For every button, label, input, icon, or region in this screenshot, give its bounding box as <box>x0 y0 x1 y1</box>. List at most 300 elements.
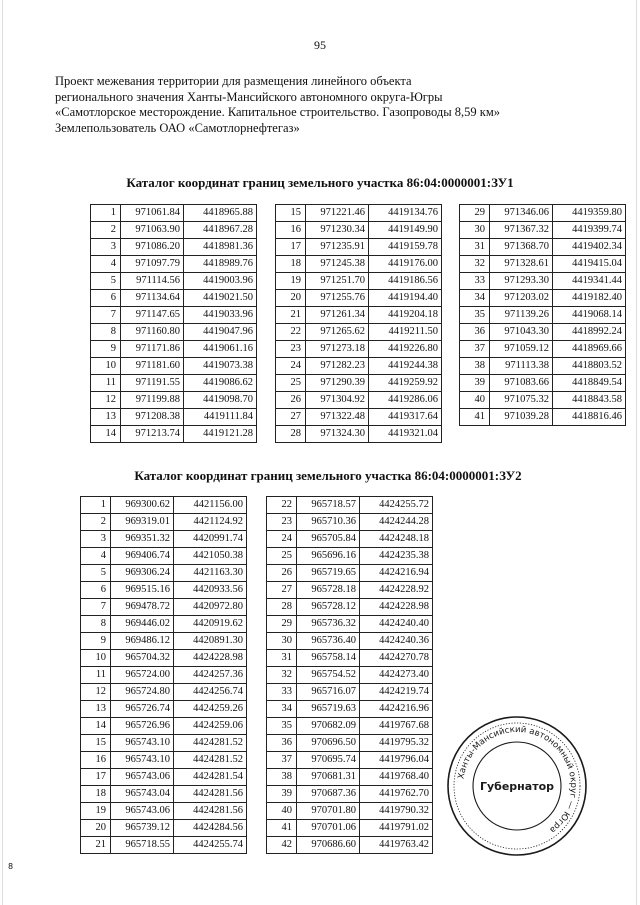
table-row <box>276 256 442 273</box>
coord-x: 971181.60 <box>121 358 184 375</box>
coord-x: 971328.61 <box>490 256 553 273</box>
coord-y: 4419182.40 <box>553 290 626 307</box>
point-number: 39 <box>460 375 490 392</box>
point-number: 11 <box>91 375 121 392</box>
coord-x: 965726.96 <box>111 718 174 735</box>
coord-x: 971083.66 <box>490 375 553 392</box>
point-number: 14 <box>81 718 111 735</box>
table-row <box>460 290 626 307</box>
coord-x: 965754.52 <box>297 667 360 684</box>
seal-ring-text: Ханты-Мансийский автономный округ — Югра <box>456 724 579 835</box>
table-row <box>267 752 433 769</box>
table-row <box>91 290 257 307</box>
point-number: 6 <box>91 290 121 307</box>
coord-y: 4419111.84 <box>184 409 257 426</box>
coord-y: 4421163.30 <box>174 565 247 582</box>
table-row <box>81 514 247 531</box>
coord-y: 4424240.40 <box>360 616 433 633</box>
coord-y: 4421050.38 <box>174 548 247 565</box>
coord-x: 971160.80 <box>121 324 184 341</box>
table-row <box>91 375 257 392</box>
table-row <box>267 514 433 531</box>
coord-x: 965696.16 <box>297 548 360 565</box>
point-number: 29 <box>267 616 297 633</box>
coord-y: 4419098.70 <box>184 392 257 409</box>
header-line-2: регионального значения Ханты-Мансийского автономного округа-Югры <box>55 89 443 104</box>
point-number: 2 <box>91 222 121 239</box>
coord-y: 4424270.78 <box>360 650 433 667</box>
point-number: 7 <box>91 307 121 324</box>
point-number: 39 <box>267 786 297 803</box>
coord-y: 4419159.78 <box>369 239 442 256</box>
coord-y: 4424255.74 <box>174 837 247 854</box>
table-row <box>81 837 247 854</box>
coord-x: 965739.12 <box>111 820 174 837</box>
table-row <box>460 324 626 341</box>
coord-x: 965704.32 <box>111 650 174 667</box>
point-number: 16 <box>81 752 111 769</box>
point-number: 38 <box>460 358 490 375</box>
coord-y: 4419134.76 <box>369 205 442 222</box>
coord-x: 970681.31 <box>297 769 360 786</box>
point-number: 14 <box>91 426 121 443</box>
coord-x: 971113.38 <box>490 358 553 375</box>
coord-x: 971097.79 <box>121 256 184 273</box>
table-row <box>276 307 442 324</box>
coord-x: 971208.38 <box>121 409 184 426</box>
table-row <box>460 358 626 375</box>
table-row <box>81 803 247 820</box>
table-row <box>81 701 247 718</box>
point-number: 16 <box>276 222 306 239</box>
coord-y: 4419359.80 <box>553 205 626 222</box>
table-row <box>267 820 433 837</box>
coord-y: 4418967.28 <box>184 222 257 239</box>
coord-y: 4418969.66 <box>553 341 626 358</box>
point-number: 34 <box>460 290 490 307</box>
point-number: 12 <box>91 392 121 409</box>
coord-x: 969306.24 <box>111 565 174 582</box>
point-number: 18 <box>81 786 111 803</box>
coord-y: 4419121.28 <box>184 426 257 443</box>
table-row <box>276 392 442 409</box>
coord-y: 4419068.14 <box>553 307 626 324</box>
point-number: 23 <box>276 341 306 358</box>
coord-y: 4419767.68 <box>360 718 433 735</box>
coord-x: 971213.74 <box>121 426 184 443</box>
table-row <box>276 222 442 239</box>
coord-x: 970687.36 <box>297 786 360 803</box>
coord-y: 4418816.46 <box>553 409 626 426</box>
coord-x: 965736.40 <box>297 633 360 650</box>
coord-y: 4419244.38 <box>369 358 442 375</box>
coord-x: 971324.30 <box>306 426 369 443</box>
table-row <box>267 786 433 803</box>
coord-y: 4418992.24 <box>553 324 626 341</box>
coord-x: 965743.06 <box>111 769 174 786</box>
table-row <box>81 752 247 769</box>
header-line-1: Проект межевания территории для размещения линейного объекта <box>55 74 412 88</box>
coord-y: 4424228.92 <box>360 582 433 599</box>
point-number: 38 <box>267 769 297 786</box>
point-number: 4 <box>81 548 111 565</box>
coord-y: 4419763.42 <box>360 837 433 854</box>
coord-x: 969515.16 <box>111 582 174 599</box>
coord-y: 4419186.56 <box>369 273 442 290</box>
table-row <box>81 582 247 599</box>
point-number: 29 <box>460 205 490 222</box>
coord-y: 4419791.02 <box>360 820 433 837</box>
table-row <box>460 409 626 426</box>
table-row <box>460 256 626 273</box>
seal-center-text: Губернатор <box>479 780 555 793</box>
coord-x: 969319.01 <box>111 514 174 531</box>
point-number: 13 <box>81 701 111 718</box>
coord-y: 4419768.40 <box>360 769 433 786</box>
point-number: 33 <box>267 684 297 701</box>
coord-x: 969300.62 <box>111 497 174 514</box>
coord-x: 971235.91 <box>306 239 369 256</box>
point-number: 15 <box>276 205 306 222</box>
table-row <box>81 684 247 701</box>
document-header <box>55 74 595 136</box>
coord-x: 971282.23 <box>306 358 369 375</box>
point-number: 2 <box>81 514 111 531</box>
table-row <box>460 375 626 392</box>
table-row <box>460 307 626 324</box>
coord-x: 971043.30 <box>490 324 553 341</box>
coord-y: 4424248.18 <box>360 531 433 548</box>
point-number: 30 <box>267 633 297 650</box>
coord-y: 4420891.30 <box>174 633 247 650</box>
point-number: 9 <box>91 341 121 358</box>
coord-y: 4424240.36 <box>360 633 433 650</box>
point-number: 26 <box>276 392 306 409</box>
coord-x: 971203.02 <box>490 290 553 307</box>
point-number: 27 <box>276 409 306 426</box>
point-number: 24 <box>276 358 306 375</box>
point-number: 30 <box>460 222 490 239</box>
coord-y: 4420972.80 <box>174 599 247 616</box>
point-number: 41 <box>460 409 490 426</box>
coord-x: 971230.34 <box>306 222 369 239</box>
table-row <box>91 341 257 358</box>
table-row <box>276 324 442 341</box>
coord-x: 965705.84 <box>297 531 360 548</box>
table-row <box>81 786 247 803</box>
coord-x: 965719.65 <box>297 565 360 582</box>
coord-y: 4420991.74 <box>174 531 247 548</box>
point-number: 7 <box>81 599 111 616</box>
table-row <box>276 341 442 358</box>
coord-x: 971322.48 <box>306 409 369 426</box>
coord-y: 4419317.64 <box>369 409 442 426</box>
point-number: 35 <box>460 307 490 324</box>
coord-x: 965743.10 <box>111 735 174 752</box>
coord-x: 970696.50 <box>297 735 360 752</box>
coord-y: 4419795.32 <box>360 735 433 752</box>
coord-y: 4419033.96 <box>184 307 257 324</box>
coord-y: 4419047.96 <box>184 324 257 341</box>
coord-y: 4420919.62 <box>174 616 247 633</box>
coord-y: 4424281.52 <box>174 752 247 769</box>
point-number: 25 <box>276 375 306 392</box>
coord-y: 4419796.04 <box>360 752 433 769</box>
table-row <box>276 375 442 392</box>
coord-x: 971346.06 <box>490 205 553 222</box>
coord-x: 965743.06 <box>111 803 174 820</box>
table-row <box>267 599 433 616</box>
coord-x: 971134.64 <box>121 290 184 307</box>
point-number: 31 <box>460 239 490 256</box>
coord-y: 4424281.56 <box>174 786 247 803</box>
coord-x: 965718.55 <box>111 837 174 854</box>
coord-y: 4419259.92 <box>369 375 442 392</box>
coord-y: 4419341.44 <box>553 273 626 290</box>
coord-x: 971059.12 <box>490 341 553 358</box>
table-row <box>91 324 257 341</box>
coord-x: 971139.26 <box>490 307 553 324</box>
point-number: 17 <box>276 239 306 256</box>
coord-x: 971251.70 <box>306 273 369 290</box>
point-number: 25 <box>267 548 297 565</box>
point-number: 6 <box>81 582 111 599</box>
table-row <box>81 718 247 735</box>
coord-x: 971147.65 <box>121 307 184 324</box>
coord-y: 4419149.90 <box>369 222 442 239</box>
coord-y: 4424259.06 <box>174 718 247 735</box>
coord-y: 4418849.54 <box>553 375 626 392</box>
coord-x: 971293.30 <box>490 273 553 290</box>
coord-x: 971367.32 <box>490 222 553 239</box>
coord-y: 4424281.54 <box>174 769 247 786</box>
page-number: 95 <box>314 38 326 52</box>
coord-y: 4419204.18 <box>369 307 442 324</box>
coord-y: 4424235.38 <box>360 548 433 565</box>
table-row <box>81 650 247 667</box>
coord-y: 4419415.04 <box>553 256 626 273</box>
table-row <box>460 273 626 290</box>
point-number: 17 <box>81 769 111 786</box>
point-number: 36 <box>267 735 297 752</box>
point-number: 37 <box>460 341 490 358</box>
coord-x: 965724.00 <box>111 667 174 684</box>
coord-y: 4419762.70 <box>360 786 433 803</box>
table-row <box>81 735 247 752</box>
table-row <box>460 222 626 239</box>
table-row <box>267 565 433 582</box>
point-number: 40 <box>267 803 297 820</box>
coord-x: 970701.06 <box>297 820 360 837</box>
header-line-3: «Самотлорское месторождение. Капитальное строительство. Газопроводы 8,59 км» <box>55 105 500 119</box>
point-number: 28 <box>276 426 306 443</box>
point-number: 19 <box>276 273 306 290</box>
point-number: 5 <box>91 273 121 290</box>
point-number: 24 <box>267 531 297 548</box>
coord-y: 4419061.16 <box>184 341 257 358</box>
coord-x: 969446.02 <box>111 616 174 633</box>
point-number: 4 <box>91 256 121 273</box>
coord-x: 971261.34 <box>306 307 369 324</box>
governor-seal <box>445 714 589 858</box>
table-row <box>276 239 442 256</box>
table-row <box>81 531 247 548</box>
coord-x: 965719.63 <box>297 701 360 718</box>
catalog2-title: Каталог координат границ земельного участка 86:04:0000001:ЗУ2 <box>134 468 522 483</box>
coord-x: 965758.14 <box>297 650 360 667</box>
coord-x: 970686.60 <box>297 837 360 854</box>
coord-y: 4424255.72 <box>360 497 433 514</box>
point-number: 18 <box>276 256 306 273</box>
scan-edge-right <box>636 0 637 905</box>
point-number: 40 <box>460 392 490 409</box>
table-row <box>81 616 247 633</box>
catalog2-table-1 <box>80 496 247 854</box>
point-number: 21 <box>276 307 306 324</box>
point-number: 42 <box>267 837 297 854</box>
point-number: 11 <box>81 667 111 684</box>
coord-x: 965743.10 <box>111 752 174 769</box>
table-row <box>81 599 247 616</box>
coord-x: 971290.39 <box>306 375 369 392</box>
table-row <box>267 718 433 735</box>
catalog1-table-1 <box>90 204 257 443</box>
catalog1-title: Каталог координат границ земельного участка 86:04:0000001:ЗУ1 <box>126 175 514 190</box>
table-row <box>91 307 257 324</box>
table-row <box>81 667 247 684</box>
table-row <box>81 497 247 514</box>
table-row <box>460 205 626 222</box>
coord-x: 971039.28 <box>490 409 553 426</box>
coord-y: 4424216.96 <box>360 701 433 718</box>
table-row <box>91 392 257 409</box>
coord-x: 971255.76 <box>306 290 369 307</box>
coord-y: 4424284.56 <box>174 820 247 837</box>
table-row <box>267 735 433 752</box>
coord-y: 4424273.40 <box>360 667 433 684</box>
point-number: 5 <box>81 565 111 582</box>
point-number: 36 <box>460 324 490 341</box>
point-number: 22 <box>267 497 297 514</box>
table-row <box>91 205 257 222</box>
coord-y: 4424228.98 <box>174 650 247 667</box>
coord-x: 971245.38 <box>306 256 369 273</box>
coord-x: 971075.32 <box>490 392 553 409</box>
point-number: 23 <box>267 514 297 531</box>
table-row <box>91 409 257 426</box>
coord-x: 965728.18 <box>297 582 360 599</box>
coord-x: 971114.56 <box>121 273 184 290</box>
coord-x: 971061.84 <box>121 205 184 222</box>
coord-x: 971304.92 <box>306 392 369 409</box>
point-number: 31 <box>267 650 297 667</box>
point-number: 41 <box>267 820 297 837</box>
coord-x: 965710.36 <box>297 514 360 531</box>
table-row <box>276 205 442 222</box>
catalog2-table-2 <box>266 496 433 854</box>
coord-y: 4419399.74 <box>553 222 626 239</box>
table-row <box>276 358 442 375</box>
coord-x: 971221.46 <box>306 205 369 222</box>
point-number: 21 <box>81 837 111 854</box>
point-number: 15 <box>81 735 111 752</box>
coord-x: 971368.70 <box>490 239 553 256</box>
table-row <box>91 256 257 273</box>
point-number: 8 <box>91 324 121 341</box>
point-number: 20 <box>276 290 306 307</box>
coord-y: 4424256.74 <box>174 684 247 701</box>
header-line-4: Землепользователь ОАО «Самотлорнефтегаз» <box>55 120 300 135</box>
coord-y: 4424244.28 <box>360 514 433 531</box>
coord-x: 965736.32 <box>297 616 360 633</box>
coord-x: 971171.86 <box>121 341 184 358</box>
point-number: 34 <box>267 701 297 718</box>
point-number: 1 <box>81 497 111 514</box>
table-row <box>267 548 433 565</box>
table-row <box>91 273 257 290</box>
point-number: 3 <box>81 531 111 548</box>
table-row <box>267 582 433 599</box>
table-row <box>267 701 433 718</box>
coord-x: 965724.80 <box>111 684 174 701</box>
table-row <box>91 426 257 443</box>
point-number: 13 <box>91 409 121 426</box>
point-number: 35 <box>267 718 297 735</box>
coord-y: 4424228.98 <box>360 599 433 616</box>
point-number: 26 <box>267 565 297 582</box>
coord-y: 4419211.50 <box>369 324 442 341</box>
point-number: 37 <box>267 752 297 769</box>
coord-y: 4424259.26 <box>174 701 247 718</box>
coord-y: 4418981.36 <box>184 239 257 256</box>
table-row <box>267 667 433 684</box>
coord-y: 4418965.88 <box>184 205 257 222</box>
table-row <box>81 565 247 582</box>
coord-y: 4419402.34 <box>553 239 626 256</box>
coord-y: 4419226.80 <box>369 341 442 358</box>
point-number: 3 <box>91 239 121 256</box>
coord-y: 4419790.32 <box>360 803 433 820</box>
coord-y: 4419286.06 <box>369 392 442 409</box>
coord-y: 4419021.50 <box>184 290 257 307</box>
table-row <box>91 222 257 239</box>
coord-x: 965726.74 <box>111 701 174 718</box>
point-number: 9 <box>81 633 111 650</box>
point-number: 33 <box>460 273 490 290</box>
coord-x: 965743.04 <box>111 786 174 803</box>
point-number: 19 <box>81 803 111 820</box>
coord-y: 4419321.04 <box>369 426 442 443</box>
table-row <box>267 684 433 701</box>
point-number: 32 <box>460 256 490 273</box>
table-row <box>460 239 626 256</box>
catalog1-table-2 <box>275 204 442 443</box>
table-row <box>460 341 626 358</box>
coord-y: 4419194.40 <box>369 290 442 307</box>
coord-x: 965728.12 <box>297 599 360 616</box>
table-row <box>81 633 247 650</box>
catalog1-table-3 <box>459 204 626 426</box>
table-row <box>267 531 433 548</box>
coord-y: 4424219.74 <box>360 684 433 701</box>
point-number: 32 <box>267 667 297 684</box>
coord-y: 4418843.58 <box>553 392 626 409</box>
table-row <box>267 497 433 514</box>
table-row <box>81 769 247 786</box>
coord-x: 965716.07 <box>297 684 360 701</box>
coord-x: 970701.80 <box>297 803 360 820</box>
coord-x: 971063.90 <box>121 222 184 239</box>
